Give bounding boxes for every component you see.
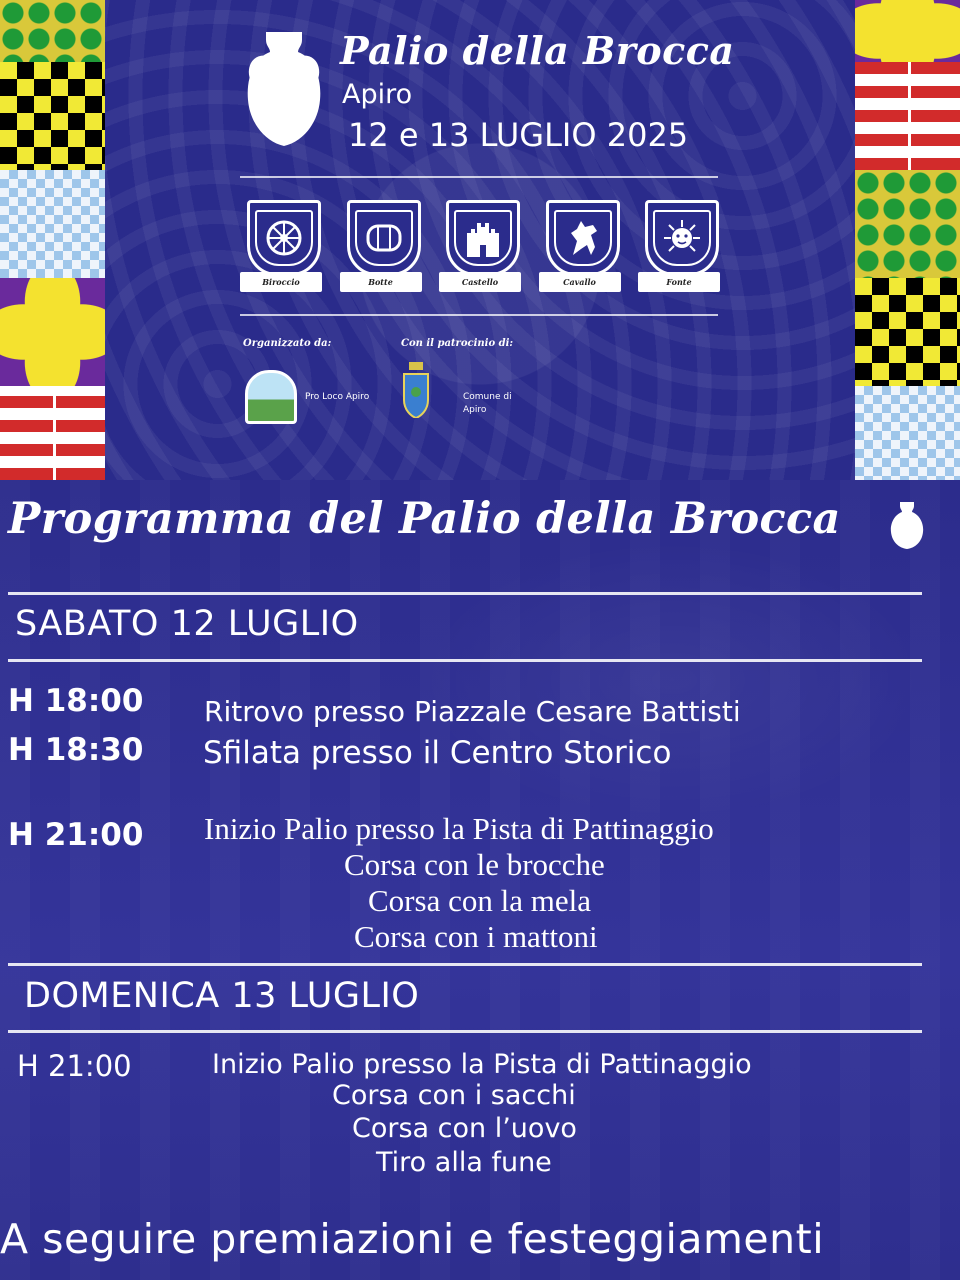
closing-note: A seguire premiazioni e festeggiamenti — [0, 1215, 825, 1263]
shield-label: Castello — [439, 272, 521, 292]
patron-name: Comune di Apiro — [463, 392, 512, 415]
race-item: Tiro alla fune — [376, 1147, 552, 1178]
banner-title-block — [340, 28, 734, 154]
left-flag-column — [0, 0, 105, 480]
divider — [8, 592, 922, 595]
event-text: Inizio Palio presso la Pista di Pattinaggio — [204, 811, 714, 846]
saturday-heading: SABATO 12 LUGLIO — [15, 604, 359, 644]
event-time: H 21:00 — [17, 1049, 132, 1083]
organizers-block — [243, 338, 743, 448]
contrade-shields — [240, 200, 720, 295]
divider — [8, 659, 922, 662]
diamond-tile — [855, 278, 960, 386]
divider — [240, 176, 718, 178]
shield-label: Cavallo — [539, 272, 621, 292]
right-flag-column — [855, 0, 960, 480]
event-text: Sfilata presso il Centro Storico — [203, 735, 672, 771]
program-title: Programma del Palio della Brocca — [8, 494, 841, 544]
banner-date: 12 e 13 LUGLIO 2025 — [348, 116, 689, 154]
program-section — [0, 480, 960, 1280]
race-item: Corsa con i mattoni — [354, 919, 598, 954]
event-text: Ritrovo presso Piazzale Cesare Battisti — [204, 695, 741, 728]
race-item: Corsa con l’uovo — [352, 1113, 577, 1144]
flower-tile — [0, 278, 105, 386]
pro-loco-logo — [245, 370, 297, 424]
divider — [8, 963, 922, 966]
race-item: Corsa con la mela — [368, 883, 591, 918]
shield-cavallo — [539, 200, 621, 292]
race-item: Corsa con i sacchi — [332, 1080, 576, 1111]
flower-tile — [855, 0, 960, 62]
divider — [240, 314, 718, 316]
wheel-icon — [255, 210, 313, 266]
organizer-name: Pro Loco Apiro — [305, 392, 370, 402]
shield-label: Biroccio — [240, 272, 322, 292]
event-time: H 18:00 — [8, 683, 144, 719]
diamond-tile — [0, 62, 105, 170]
event-banner — [0, 0, 960, 480]
race-item: Corsa con le brocche — [344, 847, 605, 882]
divider — [8, 1030, 922, 1033]
shield-biroccio — [240, 200, 322, 292]
checker-tile — [0, 170, 105, 278]
event-time: H 18:30 — [8, 732, 144, 768]
brocca-jug-icon — [888, 500, 926, 550]
lion-fountain-icon — [653, 210, 711, 266]
shield-botte — [340, 200, 422, 292]
castle-icon — [454, 210, 512, 266]
banner-title: Palio della Brocca — [340, 28, 735, 73]
shield-fonte — [638, 200, 720, 292]
stripe-tile — [855, 62, 960, 170]
sunday-heading: DOMENICA 13 LUGLIO — [24, 976, 420, 1016]
event-text: Inizio Palio presso la Pista di Pattinaggio — [212, 1049, 752, 1080]
green-dots-tile — [0, 0, 105, 62]
shield-label: Botte — [340, 272, 422, 292]
shield-castello — [439, 200, 521, 292]
green-dots-tile — [855, 170, 960, 278]
patronage-label: Con il patrocinio di: — [401, 338, 514, 349]
brocca-jug-icon — [244, 28, 324, 150]
shield-label: Fonte — [638, 272, 720, 292]
barrel-icon — [355, 210, 413, 266]
checker-tile — [855, 386, 960, 480]
event-time: H 21:00 — [8, 817, 144, 853]
horse-icon — [554, 210, 612, 266]
stripe-tile — [0, 386, 105, 480]
banner-town: Apiro — [342, 79, 413, 110]
comune-crest-icon — [401, 362, 431, 418]
organized-by-label: Organizzato da: — [243, 338, 332, 349]
